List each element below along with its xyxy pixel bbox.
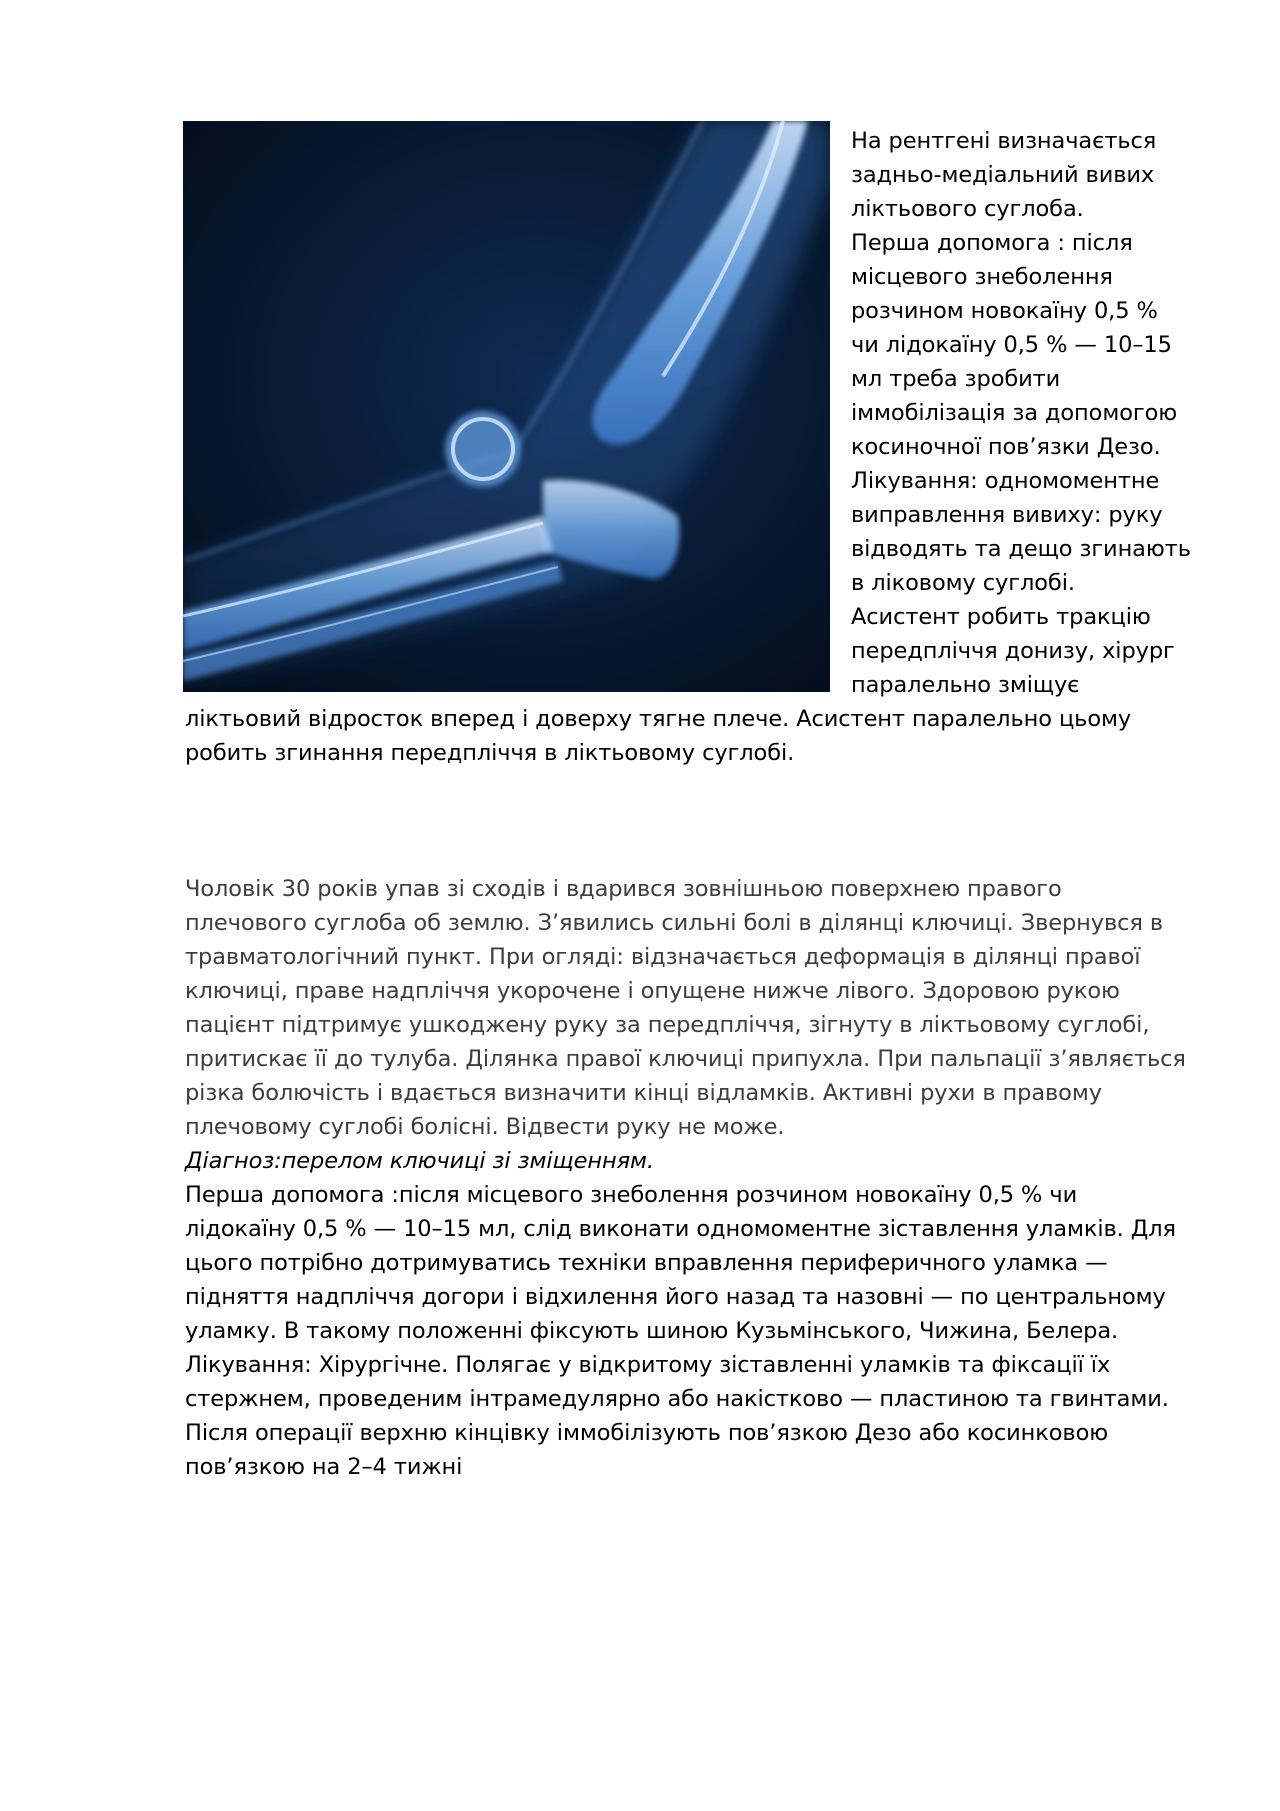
case1-tail-text <box>185 702 1205 770</box>
text-line: робить згинання передпліччя в ліктьовому суглобі. <box>185 740 795 766</box>
text-line: розчином новокаїну 0,5 % <box>851 298 1158 324</box>
text-line: ліктьового суглоба. <box>851 196 1084 222</box>
text-line: мл треба зробити <box>851 366 1061 392</box>
elbow-xray-image <box>183 121 830 692</box>
case2-treatment <box>185 1178 1205 1484</box>
text-line: пацієнт підтримує ушкоджену руку за передпліччя, зігнуту в ліктьовому суглобі, <box>185 1012 1150 1038</box>
text-line: місцевого знеболення <box>851 264 1113 290</box>
case1-wrapped-text <box>851 124 1211 702</box>
text-line: На рентгені визначається <box>851 128 1157 154</box>
text-line: Перша допомога : після <box>851 230 1133 256</box>
text-line: різка болючість і вдається визначити кінці відламків. Активні рухи в правому <box>185 1080 1102 1106</box>
text-line: уламку. В такому положенні фіксують шиною Кузьмінського, Чижина, Белера. <box>185 1318 1119 1344</box>
text-line: передпліччя донизу, хірург <box>851 638 1175 664</box>
text-line: іммобілізація за допомогою <box>851 400 1178 426</box>
text-line: ліктьовий відросток вперед і доверху тягне плече. Асистент паралельно цьому <box>185 706 1132 732</box>
text-line: травматологічний пункт. При огляді: відзначається деформація в ділянці правої <box>185 944 1141 970</box>
text-line: ключиці, праве надпліччя укорочене і опущене нижче лівого. Здоровою рукою <box>185 978 1120 1004</box>
text-line: лідокаїну 0,5 % — 10–15 мл, слід виконати одномоментне зіставлення уламків. Для <box>185 1216 1176 1242</box>
text-line: стержнем, проведеним інтрамедулярно або накістково — пластиною та гвинтами. <box>185 1386 1169 1412</box>
text-line: Лікування: одномоментне <box>851 468 1160 494</box>
text-line: притискає її до тулуба. Ділянка правої ключиці припухла. При пальпації з’являється <box>185 1046 1186 1072</box>
text-line: відводять та дещо згинають <box>851 536 1191 562</box>
case2-description <box>185 872 1205 1144</box>
text-line: виправлення вивиху: руку <box>851 502 1163 528</box>
text-line: пов’язкою на 2–4 тижні <box>185 1454 463 1480</box>
text-line: Після операції верхню кінцівку іммобілізують пов’язкою Дезо або косинковою <box>185 1420 1109 1446</box>
text-line: паралельно зміщує <box>851 672 1080 698</box>
diagnosis-line: Діагноз:перелом ключиці зі зміщенням. <box>185 1148 654 1174</box>
text-line: в ліковому суглобі. <box>851 570 1075 596</box>
text-line: Перша допомога :після місцевого знеболення розчином новокаїну 0,5 % чи <box>185 1182 1078 1208</box>
text-line: плечового суглоба об землю. З’явились сильні болі в ділянці ключиці. Звернувся в <box>185 910 1164 936</box>
text-line: плечовому суглобі болісні. Відвести руку не може. <box>185 1114 785 1140</box>
text-line: цього потрібно дотримуватись техніки вправлення периферичного уламка — <box>185 1250 1108 1276</box>
text-line: задньо-медіальний вивих <box>851 162 1155 188</box>
text-line: косиночної пов’язки Дезо. <box>851 434 1161 460</box>
case2-section <box>185 872 1205 1484</box>
text-line: Лікування: Хірургічне. Полягає у відкритому зіставленні уламків та фіксації їх <box>185 1352 1111 1378</box>
text-line: підняття надпліччя догори і відхилення його назад та назовні — по центральному <box>185 1284 1166 1310</box>
text-line: чи лідокаїну 0,5 % — 10–15 <box>851 332 1172 358</box>
text-line: Асистент робить тракцію <box>851 604 1151 630</box>
text-line: Чоловік 30 років упав зі сходів і вдарився зовнішньою поверхнею правого <box>185 876 1062 902</box>
